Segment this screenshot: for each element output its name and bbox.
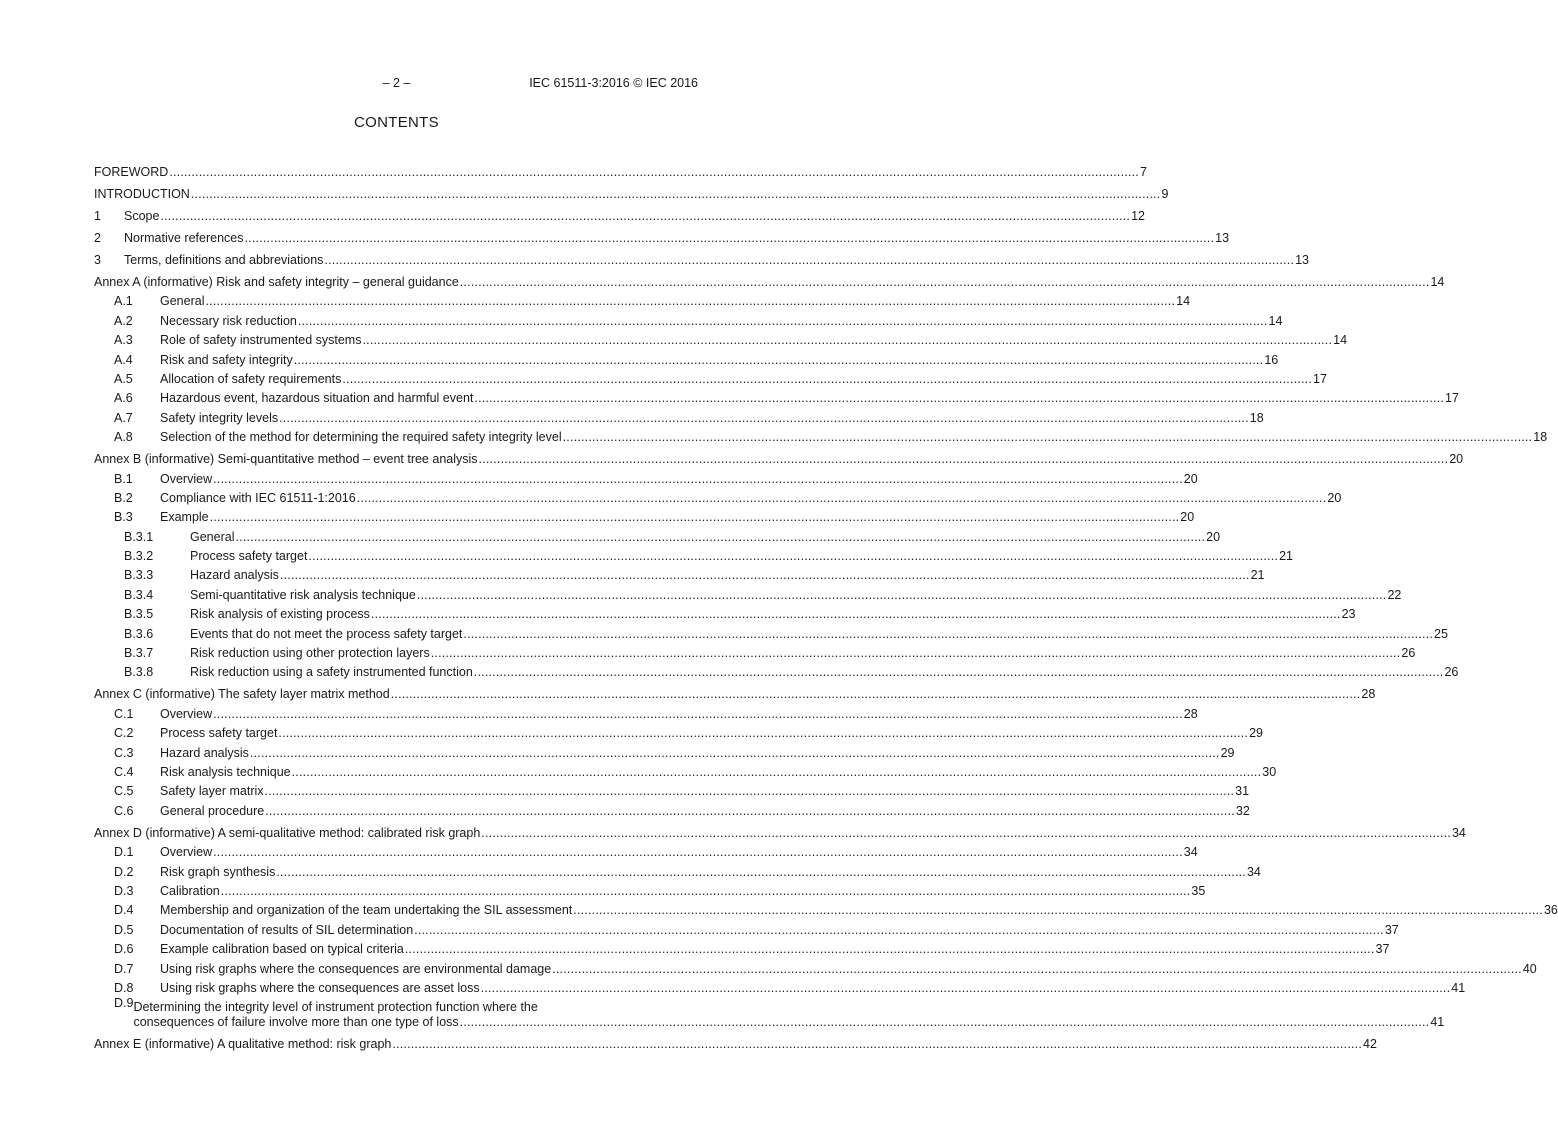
toc-entry[interactable] xyxy=(94,938,1390,957)
toc-leader-dots xyxy=(265,784,1235,799)
toc-entry-page: 20 xyxy=(1206,529,1221,544)
toc-entry-title: Overview xyxy=(160,845,213,860)
toc-leader-dots xyxy=(210,510,1180,525)
toc-entry[interactable] xyxy=(94,741,1235,760)
toc-entry-number: D.5 xyxy=(114,922,134,937)
toc-entry-page: 36 xyxy=(1543,903,1558,918)
page-title: CONTENTS xyxy=(354,114,439,131)
toc-entry[interactable] xyxy=(94,583,1402,602)
toc-entry-number: C.4 xyxy=(114,764,134,779)
toc-entry-title: Semi-quantitative risk analysis technique xyxy=(190,587,416,602)
toc-entry-page: 17 xyxy=(1313,371,1327,386)
toc-entry[interactable] xyxy=(94,642,1416,661)
toc-entry-title: Risk reduction using a safety instrumented function xyxy=(190,665,473,680)
toc-entry-title: General procedure xyxy=(160,803,265,818)
toc-entry-title: Allocation of safety requirements xyxy=(160,371,342,386)
toc-entry[interactable] xyxy=(94,224,1230,246)
toc-leader-dots xyxy=(191,187,1161,202)
toc-entry-page: 23 xyxy=(1341,607,1356,622)
toc-entry[interactable] xyxy=(94,957,1537,976)
toc-entry-title: Process safety target xyxy=(160,726,278,741)
toc-entry-title: Safety integrity levels xyxy=(160,410,279,425)
toc-entry-page: 14 xyxy=(1430,275,1445,289)
toc-entry[interactable] xyxy=(94,487,1342,506)
toc-leader-dots xyxy=(279,411,1249,426)
toc-entry-title: INTRODUCTION xyxy=(94,187,190,201)
toc-entry-page: 31 xyxy=(1235,784,1250,799)
toc-entry[interactable] xyxy=(94,268,1445,290)
toc-leader-dots xyxy=(213,845,1183,860)
toc-leader-dots xyxy=(474,665,1444,680)
toc-entry-number: A.6 xyxy=(114,391,133,406)
toc-entry-number: B.3.4 xyxy=(124,587,154,602)
toc-entry-title: Role of safety instrumented systems xyxy=(160,333,362,348)
toc-entry-title: Example xyxy=(160,510,209,525)
toc-entry-number: C.6 xyxy=(114,803,134,818)
toc-entry-title: Risk reduction using other protection layers xyxy=(190,646,430,661)
toc-entry-title: Compliance with IEC 61511-1:2016 xyxy=(160,490,356,505)
toc-entry-page: 29 xyxy=(1220,745,1235,760)
toc-entry-number: A.3 xyxy=(114,333,133,348)
toc-leader-dots xyxy=(298,314,1268,329)
toc-entry-number: B.3.7 xyxy=(124,646,154,661)
toc-entry[interactable] xyxy=(94,799,1250,818)
toc-entry-title: Hazard analysis xyxy=(160,745,249,760)
toc-entry-title: Events that do not meet the process safety target xyxy=(190,626,463,641)
toc-entry-title: Overview xyxy=(160,706,213,721)
toc-entry-title: FOREWORD xyxy=(94,165,169,179)
toc-entry[interactable] xyxy=(94,780,1250,799)
toc-leader-dots xyxy=(460,1015,1430,1030)
page-number: – 2 – xyxy=(382,76,411,90)
toc-entry-number: 3 xyxy=(94,253,101,267)
toc-entry-title: Hazard analysis xyxy=(190,568,279,583)
toc-leader-dots xyxy=(169,165,1139,180)
toc-entry-page: 29 xyxy=(1249,726,1263,741)
toc-entry-number: C.1 xyxy=(114,706,134,721)
toc-entry[interactable] xyxy=(94,426,1548,445)
toc-entry-page: 28 xyxy=(1361,687,1376,702)
toc-leader-dots xyxy=(392,1037,1362,1052)
toc-entry[interactable] xyxy=(94,368,1327,387)
toc-entry-page: 26 xyxy=(1401,646,1416,661)
toc-entry-title: Risk graph synthesis xyxy=(160,864,276,879)
toc-entry-title: Annex E (informative) A qualitative method: risk graph xyxy=(94,1036,392,1051)
toc-entry-page: 14 xyxy=(1176,294,1191,309)
toc-entry-number: B.3.5 xyxy=(124,607,154,622)
toc-entry[interactable] xyxy=(94,622,1448,641)
toc-entry-page: 34 xyxy=(1246,864,1261,879)
toc-entry-page: 9 xyxy=(1161,187,1169,201)
toc-entry[interactable] xyxy=(94,445,1464,467)
toc-entry[interactable] xyxy=(94,702,1198,721)
toc-entry[interactable] xyxy=(94,977,1466,996)
toc-entry-page: 12 xyxy=(1131,209,1146,223)
toc-leader-dots xyxy=(294,353,1264,368)
toc-entry-title-continued: consequences of failure involve more than one type of loss xyxy=(133,1014,459,1029)
toc-leader-dots xyxy=(552,962,1522,977)
toc-entry-page: 20 xyxy=(1449,452,1464,467)
toc-entry-title: Risk analysis technique xyxy=(160,764,291,779)
toc-entry-page: 37 xyxy=(1375,942,1390,957)
toc-entry-page: 32 xyxy=(1235,803,1250,818)
toc-entry[interactable] xyxy=(94,467,1198,486)
toc-leader-dots xyxy=(563,430,1533,445)
toc-entry[interactable] xyxy=(94,348,1279,367)
toc-entry[interactable] xyxy=(94,880,1206,899)
toc-leader-dots xyxy=(324,253,1294,268)
toc-leader-dots xyxy=(481,826,1451,841)
toc-leader-dots xyxy=(308,549,1278,564)
toc-leader-dots xyxy=(205,294,1175,309)
toc-entry-page: 7 xyxy=(1139,165,1147,179)
toc-entry-title: Normative references xyxy=(124,231,244,245)
toc-leader-dots xyxy=(245,231,1215,246)
toc-entry-title: Annex D (informative) A semi-qualitative method: calibrated risk graph xyxy=(94,825,481,840)
toc-leader-dots xyxy=(474,391,1444,406)
toc-entry[interactable] xyxy=(94,1030,1377,1052)
toc-entry-page: 13 xyxy=(1215,231,1230,245)
toc-entry-page: 35 xyxy=(1191,883,1206,898)
toc-entry-number: D.3 xyxy=(114,883,134,898)
toc-leader-dots xyxy=(292,765,1262,780)
toc-entry-title: Risk analysis of existing process xyxy=(190,607,370,622)
toc-entry-page: 37 xyxy=(1384,922,1399,937)
toc-entry[interactable] xyxy=(94,406,1264,425)
toc-leader-dots xyxy=(357,491,1327,506)
toc-entry-number: B.3.6 xyxy=(124,626,154,641)
toc-entry-number: A.7 xyxy=(114,410,133,425)
toc-entry-title: Annex C (informative) The safety layer matrix method xyxy=(94,687,390,702)
toc-entry-title: Terms, definitions and abbreviations xyxy=(124,253,324,267)
toc-entry-number: D.9 xyxy=(114,995,134,1010)
toc-entry[interactable] xyxy=(94,918,1399,937)
toc-leader-dots xyxy=(573,903,1543,918)
toc-entry-page: 20 xyxy=(1183,471,1198,486)
toc-leader-dots xyxy=(160,209,1130,224)
toc-entry[interactable] xyxy=(94,202,1146,224)
toc-entry-number: 2 xyxy=(94,231,101,245)
toc-entry[interactable] xyxy=(94,246,1309,268)
toc-entry-title: Risk and safety integrity xyxy=(160,352,293,367)
toc-leader-dots xyxy=(280,568,1250,583)
table-of-contents xyxy=(94,158,1558,1052)
toc-leader-dots xyxy=(417,588,1387,603)
toc-leader-dots xyxy=(391,687,1361,702)
toc-entry-number: B.3.3 xyxy=(124,568,154,583)
toc-entry-title: Using risk graphs where the consequences are asset loss xyxy=(160,980,480,995)
toc-entry-page: 18 xyxy=(1249,410,1264,425)
toc-entry-title: Membership and organization of the team undertaking the SIL assessment xyxy=(160,903,573,918)
toc-entry[interactable] xyxy=(94,995,1445,1030)
toc-entry[interactable] xyxy=(94,329,1348,348)
toc-entry-page: 16 xyxy=(1264,352,1279,367)
toc-entry-number: D.8 xyxy=(114,980,134,995)
toc-entry-number: D.4 xyxy=(114,903,134,918)
toc-entry[interactable] xyxy=(94,603,1356,622)
toc-entry-number: 1 xyxy=(94,209,101,223)
toc-entry-number: B.3 xyxy=(114,510,133,525)
toc-entry-page: 20 xyxy=(1180,510,1195,525)
toc-entry-page: 34 xyxy=(1183,845,1198,860)
toc-entry-title: Scope xyxy=(124,209,160,223)
toc-entry[interactable] xyxy=(94,525,1221,544)
toc-entry-number: C.2 xyxy=(114,726,134,741)
toc-entry-title: Process safety target xyxy=(190,549,308,564)
toc-entry-number: C.3 xyxy=(114,745,134,760)
toc-entry[interactable] xyxy=(94,819,1466,841)
toc-entry-number: D.1 xyxy=(114,845,134,860)
toc-entry-page: 21 xyxy=(1279,549,1293,564)
toc-entry-title: Calibration xyxy=(160,883,220,898)
toc-entry-number: A.4 xyxy=(114,352,133,367)
toc-entry-page: 14 xyxy=(1333,333,1348,348)
toc-entry-page: 18 xyxy=(1533,430,1548,445)
toc-entry-page: 34 xyxy=(1451,825,1466,840)
toc-entry-page: 41 xyxy=(1430,1014,1445,1029)
toc-entry-number: B.3.2 xyxy=(124,549,154,564)
toc-entry-number: B.2 xyxy=(114,490,133,505)
toc-entry-number: B.3.1 xyxy=(124,529,154,544)
toc-entry-number: D.7 xyxy=(114,961,134,976)
toc-entry-title: Overview xyxy=(160,471,213,486)
toc-leader-dots xyxy=(431,646,1401,661)
toc-entry-number: D.2 xyxy=(114,864,134,879)
toc-entry-title: Annex B (informative) Semi-quantitative method – event tree analysis xyxy=(94,452,478,467)
toc-leader-dots xyxy=(463,627,1433,642)
toc-entry-title: General xyxy=(190,529,235,544)
toc-entry-title: Annex A (informative) Risk and safety integrity – general guidance xyxy=(94,275,459,289)
toc-entry-title: Safety layer matrix xyxy=(160,784,264,799)
toc-entry-title: Necessary risk reduction xyxy=(160,313,297,328)
toc-leader-dots xyxy=(213,472,1183,487)
toc-entry[interactable] xyxy=(94,860,1261,879)
toc-entry-page: 20 xyxy=(1327,490,1342,505)
toc-entry-page: 13 xyxy=(1295,253,1309,267)
toc-leader-dots xyxy=(479,452,1449,467)
toc-entry-page: 42 xyxy=(1363,1036,1377,1051)
toc-entry-page: 40 xyxy=(1522,961,1537,976)
toc-entry-page: 22 xyxy=(1387,587,1402,602)
toc-entry[interactable] xyxy=(94,722,1263,741)
toc-entry[interactable] xyxy=(94,841,1198,860)
toc-entry-page: 21 xyxy=(1250,568,1265,583)
toc-entry-page: 14 xyxy=(1268,313,1283,328)
toc-leader-dots xyxy=(481,981,1451,996)
toc-leader-dots xyxy=(278,726,1248,741)
toc-entry[interactable] xyxy=(94,290,1191,309)
toc-entry-title: General xyxy=(160,294,205,309)
toc-leader-dots xyxy=(213,707,1183,722)
toc-entry[interactable] xyxy=(94,899,1558,918)
toc-entry-page: 41 xyxy=(1451,980,1466,995)
toc-entry-title: Hazardous event, hazardous situation and harmful event xyxy=(160,391,474,406)
toc-entry[interactable] xyxy=(94,761,1277,780)
toc-leader-dots xyxy=(265,804,1235,819)
toc-leader-dots xyxy=(460,275,1430,290)
toc-leader-dots xyxy=(250,746,1220,761)
toc-entry-number: A.8 xyxy=(114,430,133,445)
toc-leader-dots xyxy=(362,333,1332,348)
toc-entry[interactable] xyxy=(94,180,1169,202)
toc-entry[interactable] xyxy=(94,309,1283,328)
toc-entry-title: Documentation of results of SIL determination xyxy=(160,922,414,937)
toc-entry-title: Using risk graphs where the consequences are environmental damage xyxy=(160,961,552,976)
standard-reference: IEC 61511-3:2016 © IEC 2016 xyxy=(529,76,698,90)
toc-leader-dots xyxy=(414,923,1384,938)
toc-entry-title: Selection of the method for determining the required safety integrity level xyxy=(160,430,562,445)
toc-entry-page: 30 xyxy=(1262,764,1277,779)
toc-entry-page: 26 xyxy=(1444,665,1459,680)
toc-entry[interactable] xyxy=(94,387,1459,406)
toc-entry[interactable] xyxy=(94,545,1293,564)
toc-entry[interactable] xyxy=(94,680,1376,702)
toc-entry-number: D.6 xyxy=(114,942,134,957)
toc-entry-page: 28 xyxy=(1183,706,1198,721)
toc-entry-title: Determining the integrity level of instrument protection function where the xyxy=(133,999,538,1014)
toc-entry-page: 17 xyxy=(1445,391,1459,406)
toc-entry[interactable] xyxy=(94,564,1265,583)
toc-leader-dots xyxy=(405,942,1375,957)
toc-entry-number: A.1 xyxy=(114,294,133,309)
toc-entry[interactable] xyxy=(94,506,1195,525)
toc-leader-dots xyxy=(235,530,1205,545)
toc-entry-number: B.3.8 xyxy=(124,665,154,680)
toc-leader-dots xyxy=(276,865,1246,880)
toc-leader-dots xyxy=(221,884,1191,899)
toc-entry-number: C.5 xyxy=(114,784,134,799)
toc-leader-dots xyxy=(342,372,1312,387)
toc-entry-page: 25 xyxy=(1434,626,1448,641)
toc-entry[interactable] xyxy=(94,661,1459,680)
toc-entry-number: A.2 xyxy=(114,313,133,328)
toc-entry-number: B.1 xyxy=(114,471,133,486)
toc-entry-title: Example calibration based on typical criteria xyxy=(160,942,404,957)
toc-entry-number: A.5 xyxy=(114,371,133,386)
toc-leader-dots xyxy=(371,607,1341,622)
toc-entry[interactable] xyxy=(94,158,1147,180)
